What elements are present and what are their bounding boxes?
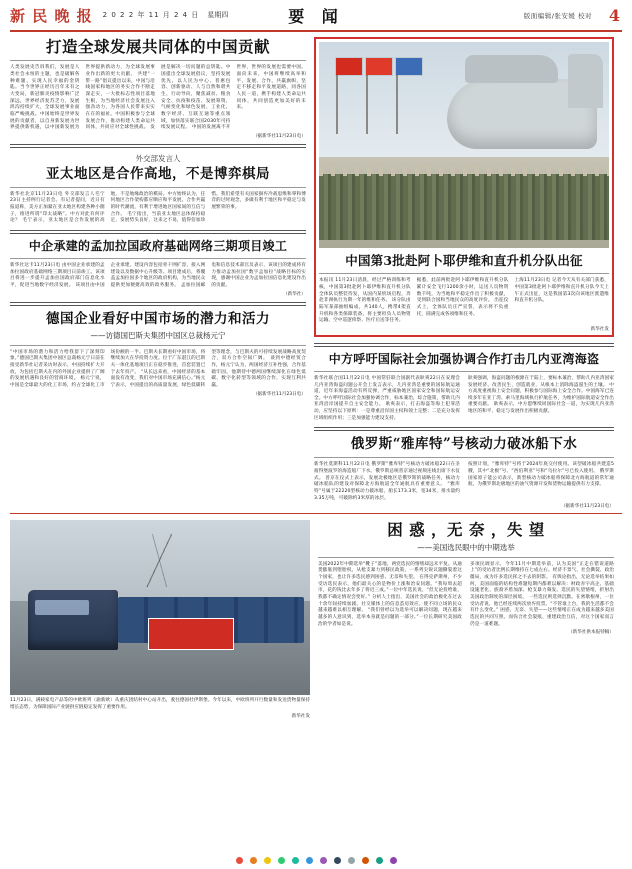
somalia-body-wrap — [314, 376, 614, 423]
usa-body-wrap — [318, 562, 614, 629]
divider — [10, 187, 306, 188]
us-election-column — [318, 520, 614, 718]
top-section — [10, 37, 622, 509]
germany-body: “中国市场的潜力和活力给我留下了深刻印象。”德国巴斯夫集团中国区总裁杨元宁日前在接受新华社记者采访时表示，中国持续扩大开放，为包括巴斯夫在内的外国企业提供了广阔的发展机遇和良好的营商环境。 杨元宁说，中国是全球最大的化工市场，约占全球化工市场份额的一半。巴斯夫长期看好中国市场，将继续加大在华投资力度。位于广东湛江的巴斯夫一体化基地项目正在稳步推进，首套装置已于去年投产。 “从长远来看，中国经济的基本面没有改变，我们对中国市场充满信心。”杨元宁表示，中国提出的高质量发展、绿色低碳转型等理念，与巴斯夫的可持续发展战略高度契合，双方合作空间广阔。 谈到中德经贸合作，杨元宁认为，两国经济互补性强，合作基础牢固。他期待中德两国继续深化在绿色低碳、数字化转型等领域的合作，实现互利共赢。 — [10, 349, 306, 388]
section-title: 要 闻 — [288, 6, 344, 26]
article-icebreaker — [314, 436, 614, 509]
usa-signature: （新华社供本报特稿） — [568, 630, 614, 636]
registration-dot — [236, 857, 243, 864]
bangladesh-body: 新华社达卡11月23日电 由中国企业承建的孟加拉国政府基础网络三期项目日前竣工。该项目将进一步提升孟加拉国政府部门信息化水平，促进当地数字经济发展。 该项目由中国企业承建，建设内容包括骨干网扩容、接入网建设以及数据中心升级等。项目建成后，将覆盖孟加拉国多个地区的政府机构，为当地民众提供更加便捷高效的政务服务。 孟加拉国邮电和信息技术部官员表示，该项目的建成将有力推动孟加拉国“数字孟加拉”战略目标的实现，感谢中国企业为孟加拉国信息化建设作出的贡献。 — [10, 263, 306, 289]
diplomacy-headline: 亚太地区是合作高地，不是博弈棋局 — [46, 165, 270, 182]
divider — [314, 371, 614, 372]
divider — [314, 457, 614, 458]
article-diplomacy — [10, 153, 306, 225]
bottom-section — [10, 520, 622, 718]
train-banner-sign — [148, 618, 234, 650]
icebreaker-signature: （据新华社11月23日电） — [560, 504, 614, 510]
flag-icon — [336, 58, 362, 75]
left-column — [10, 37, 306, 509]
publication-weekday: 星期四 — [207, 11, 229, 19]
train-photo-column — [10, 520, 310, 718]
diplomacy-body: 新华社北京11月23日电 外交部发言人毛宁23日主持例行记者会。有记者提问，近日有报道称，美方正加紧在亚太地区构建各种小圈子，推进所谓“印太战略”。中方对此有何评论？ 毛宁表示，亚太地区是合作发展的高地，不是地缘政治的棋局。中方始终认为，任何地区合作架构都应顺应和平发展、合作共赢的时代潮流，有利于增进地区国家间的互信与合作。 毛宁指出，当前亚太地区总体保持稳定，发展势头良好，这来之不易，值得倍加珍惜。我们希望有关国家摒弃冷战思维和零和博弈的过时观念，多做有利于地区和平稳定与发展繁荣的事。 — [10, 191, 306, 224]
masthead — [10, 0, 622, 32]
peacekeeping-signature: 新华社发 — [590, 326, 609, 332]
peacekeeping-body-left: 本报讯 11月23日清晨，经过严格训练和考核，中国第3批赴阿卜耶伊维和直升机分队全体队员整装待发，从国内某机场启程，奔赴非洲执行为期一年的维和任务。 该分队由陆军某部抽组编成，共140人，携带4架直升机和各类保障装备，将主要担负人员物资运输、空中巡逻侦察、医疗后送等任务。 — [319, 278, 411, 324]
article-bangladesh — [10, 239, 306, 297]
right-column — [314, 37, 614, 509]
somalia-headline: 中方呼吁国际社会加强协调合作打击几内亚湾海盗 — [328, 351, 600, 366]
divider — [10, 345, 306, 346]
flag-icon — [396, 58, 422, 75]
newspaper-logo: 新 民 晚 报 — [10, 6, 93, 25]
locomotive-shape — [28, 590, 118, 650]
germany-headline: 德国企业看好中国市场的潜力和活力 — [46, 310, 270, 327]
registration-dot — [306, 857, 313, 864]
lead-body: 人类发展史告诉我们，发展是人类社会永恒的主题，也是破解各种难题、实现人民幸福的金钥匙。当今世界正经历百年未有之大变局，新冠肺炎疫情影响广泛深远，世界经济复苏乏力，发展鸿沟持续扩大，全球发展事业面临严峻挑战。中国始终是世界发展的贡献者，以自身新发展为世界提供新机遇，以中国新发展为世界提供新动力，为全球发展事业作出新的更大贡献。 共建“一带一路”倡议提出以来，中国与沿线国家和地区的务实合作不断走深走实，一大批标志性项目落地生根，为当地经济社会发展注入强劲动力，为各国人民带来实实在在的福祉。中国积极参与全球发展合作，推动构建人类命运共同体，共同应对全球性挑战。 发展是解决一切问题的总钥匙。中国提出全球发展倡议，坚持发展优先、以人民为中心、普惠包容、创新驱动、人与自然和谐共生、行动导向，聚焦减贫、粮食安全、抗疫和疫苗、发展筹资、气候变化和绿色发展、工业化、数字经济、互联互通等重点领域，加快落实联合国2030年可持续发展议程。 中国的发展离不开世界，世界的发展也需要中国。面向未来，中国将继续高举和平、发展、合作、共赢旗帜，坚定不移走和平发展道路，同各国人民一道，携手构建人类命运共同体，共同创造更加美好的未来。 — [10, 65, 306, 131]
icebreaker-body-right: 按照计划，“雅库特”号将于2024年底交付使用。该型破冰船共建造5艘，其中“北极”号、“西伯利亚”号和“乌拉尔”号已投入使用。 俄罗斯国家原子能公司表示，新型核动力破冰船将保障北方海航道的常年通航，为俄罗斯北极地区的油气资源开发和货物运输提供有力支撑。 — [468, 462, 614, 488]
registration-dot — [390, 857, 397, 864]
peacekeeping-photo-caption: 中国第3批赴阿卜耶伊维和直升机分队出征 — [345, 253, 583, 268]
registration-dot — [292, 857, 299, 864]
plane-tail-shape — [568, 54, 603, 108]
germany-subhead: ——访德国巴斯夫集团中国区总裁杨元宁 — [90, 330, 226, 340]
china-europe-train-photo — [10, 520, 310, 695]
icebreaker-body-wrap — [314, 462, 614, 502]
editor-credit: 版面编辑/张安媛 校对 — [523, 11, 592, 20]
publication-date: 2 0 2 2 年 11 月 2 4 日 — [102, 11, 200, 19]
peacekeeping-body-right: 据悉，此前两批赴阿卜耶伊维和直升机分队累计安全飞行1200余小时，运送人员物资数千吨，为当地和平稳定作出了积极贡献，受到联合国和当地民众的高度评价。 出征仪式上，全体队员庄严宣誓，表示将不负重托，圆满完成各项维和任务。 — [416, 278, 509, 317]
train-photo-caption: 11月23日，满载家电产品等的中欧班列（渝新欧）从重庆团结村中心站开出，驶往德国杜伊斯堡。今年以来，中欧班列开行数量和发送货物量保持增长态势，为保障国际产业链供应链稳定发挥了重要作用。 — [10, 698, 310, 710]
divider — [10, 60, 306, 61]
bangladesh-signature: （新华社） — [283, 291, 306, 297]
divider — [318, 557, 614, 558]
divider — [314, 427, 614, 431]
usa-body-right: 多项民调显示，今年11月中期选举前，认为美国“正走在错误道路上”的受访者比例长期维持在七成左右。经济不景气、社会撕裂、政治僵局，成为许多选民挥之不去的阴影。 有舆论指出，无论选举结果如何，美国面临的结构性难题短期内都难以解决：财政赤字高企、基础设施老化、族裔矛盾加深、枪支暴力频发。选民的失望情绪，折射出美国政治制度的深层困境。 一些选民则选择沉默。在密歇根州，一位受访者说，他已经连续两次放弃投票。“不管谁上台，我的生活都不会有什么变化。” 困惑、无奈、失望——这些情绪正在成为越来越多美国选民的共同写照。而弥合社会裂痕、重建政治互信，对这个国家而言仍是一道难题。 — [470, 561, 614, 627]
usa-headline: 困 惑 ，无 奈 ，失 望 — [387, 520, 545, 540]
peacekeeping-photo-box — [314, 37, 614, 337]
germany-signature: （据新华社11月23日电） — [252, 391, 306, 397]
divider — [10, 258, 306, 259]
registration-dot — [348, 857, 355, 864]
troops-formation — [319, 174, 609, 240]
bangladesh-headline: 中企承建的孟加拉国政府基础网络三期项目竣工 — [28, 239, 288, 254]
registration-dot — [334, 857, 341, 864]
somalia-body-left: 新华社联合国11月22日电 中国常驻联合国副代表耿爽22日在安理会几内亚湾海盗问题公开会上发言表示，几内亚湾是重要的国际航运通道，近年来海盗活动有所反弹，严重威胁地区国家安全和国际航运安全。中方呼吁国际社会加强协调合作，标本兼治，综合施策，帮助几内亚湾沿岸国提升自主安全能力。 耿爽表示，打击海盗等海上犯罪活动，应坚持以下原则：一是尊重沿岸国主权和领土完整；二是充分发挥区域组织作用；三是加强能力建设支持。 — [314, 375, 460, 421]
somalia-body-right: 耿爽强调，海盗问题的根源在于陆上，要标本兼治，帮助几内亚湾国家发展经济、改善民生、创造就业，从根本上消除海盗滋生的土壤。 中方高度重视海上安全问题，积极参与国际海上安全合作。中国海军已连续多年在亚丁湾、索马里海域执行护航任务，为维护国际航道安全作出重要贡献。 耿爽表示，中方愿继续同国际社会一道，为实现几内亚湾地区的和平、稳定与发展作出积极贡献。 — [468, 375, 614, 415]
flag-icon — [366, 58, 392, 75]
flag-group — [336, 58, 400, 112]
color-registration-bar — [0, 853, 632, 867]
peacekeeping-sidebar: 上海11月23日电 记者今天从有关部门获悉，中国第3批赴阿卜耶伊维和直升机分队今天上午正式出征，这是我国第3次向该地区派遣维和直升机分队。 — [514, 278, 609, 304]
diplomacy-kicker: 外交部发言人 — [135, 153, 181, 163]
article-lead — [10, 37, 306, 139]
divider — [319, 273, 609, 274]
icebreaker-body-left: 新华社莫斯科11月22日电 俄罗斯“雅库特”号核动力破冰船22日在圣彼得堡波罗的海造船厂下水。俄罗斯总统普京通过视频连线出席下水仪式。 普京在仪式上表示，发展北极地区是俄罗斯的战略任务，核动力破冰船队的建设对保障北方海航道全年通航具有重要意义。 “雅库特”号属于22220型核动力破冰船，船长173.3米，宽34米，排水量约3.35万吨，可破除约3米厚的冰层。 — [314, 462, 460, 501]
divider-red — [10, 513, 622, 514]
registration-dot — [362, 857, 369, 864]
registration-dot — [250, 857, 257, 864]
peacekeeping-body-wrap — [319, 278, 609, 325]
divider — [10, 302, 306, 306]
lead-signature: （据新华社11月23日电） — [252, 133, 306, 139]
divider — [10, 144, 306, 148]
catenary-wires — [10, 534, 310, 587]
usa-subhead: ——美国选民眼中的中期选举 — [417, 542, 515, 552]
page-number: 4 — [608, 5, 620, 25]
registration-dot — [320, 857, 327, 864]
divider — [314, 343, 614, 347]
lead-headline: 打造全球发展共同体的中国贡献 — [45, 37, 270, 56]
registration-dot — [376, 857, 383, 864]
article-germany — [10, 311, 306, 397]
train-photo-signature: 新华社发 — [291, 713, 310, 719]
registration-dot — [264, 857, 271, 864]
icebreaker-headline: 俄罗斯“雅库特”号核动力破冰船下水 — [350, 436, 578, 453]
article-somalia — [314, 352, 614, 423]
divider — [10, 230, 306, 234]
registration-dot — [278, 857, 285, 864]
peacekeeping-photo — [319, 42, 609, 248]
usa-body-left: 美国2022年中期选举“靴子”落地，两党选民的情绪却远未平复。从通货膨胀到堕胎权，从枪支暴力到移民政策，一系列尖锐议题撕裂着这个国家，也让许多选民感到困惑、无奈和失望。 在得克萨斯州，不少受访选民表示，他们最关心的是物价上涨和治安问题。“我每周去超市，花的钱比去年多了将近三成。”一位中年选民说，“但无论投给谁，我都不确定情况会变好。” 分析人士指出，美国社会的政治极化在过去十余年间持续加剧。社交媒体上的信息茧房效应，使不同立场的民众越来越难以相互理解。 “我们曾经以为选举可以解决问题，现在越来越多的人意识到，选举本身就是问题的一部分。”一位长期研究美国政治的学者如是说。 — [318, 561, 462, 627]
